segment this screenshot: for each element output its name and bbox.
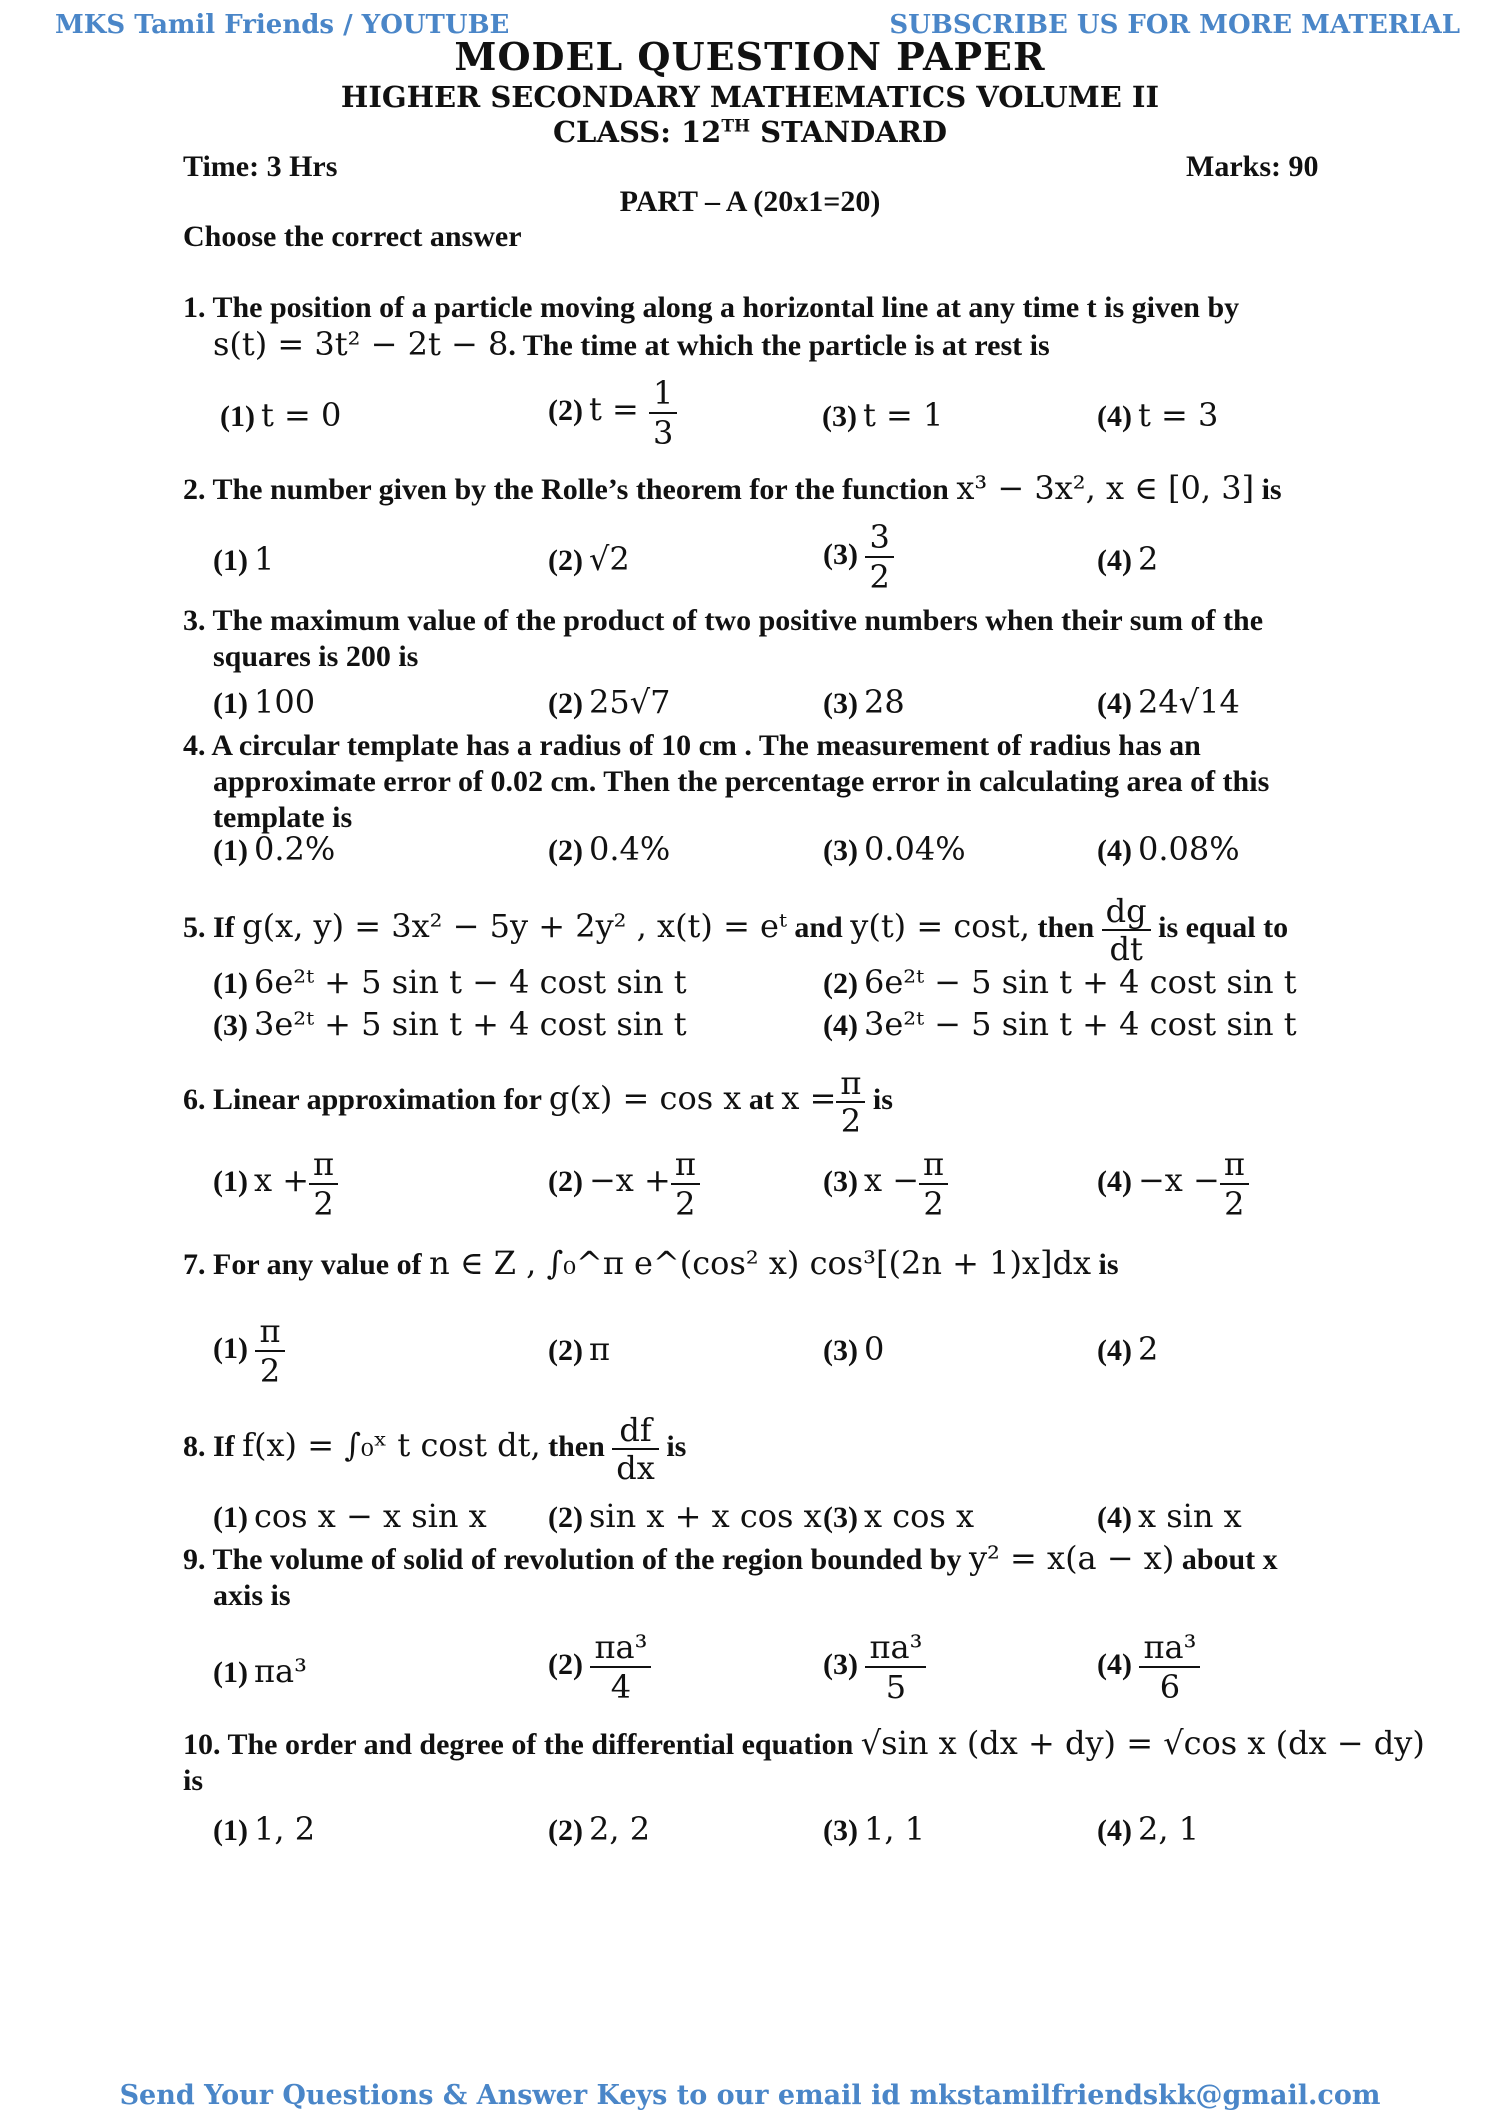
question-5: 5. If g(x, y) = 3x² − 5y + 2y² , x(t) = eᵗ and y(t) = cost, then $\frac{dg}{dt}$ is equal to — [183, 892, 1289, 968]
channel-banner: MKS Tamil Friends / YOUTUBE — [55, 10, 510, 40]
question-3: 3. The maximum value of the product of two positive numbers when their sum of the squares is 200 is — [183, 604, 1264, 673]
question-9: 9. The volume of solid of revolution of the region bounded by y² = x(a − x) about x axis is — [183, 1539, 1278, 1612]
question-1: 1. The position of a particle moving along a horizontal line at any time t is given by s(t) = 3t² − 2t − 8. The time at which the particle is at rest is — [183, 291, 1240, 363]
part-heading: PART – A (20x1=20) — [619, 185, 881, 218]
time-label: Time: 3 Hrs — [183, 150, 338, 183]
question-4: 4. A circular template has a radius of 10 cm . The measurement of radius has an approximate error of 0.02 cm. Then the percentage error in calculating area of this template is — [183, 729, 1270, 834]
question-6: 6. Linear approximation for g(x) = cos x at x = $\frac{\pi}{2}$ is — [183, 1064, 893, 1140]
class-line: CLASS: 12TH STANDARD — [552, 115, 948, 149]
marks-label: Marks: 90 — [1186, 150, 1319, 183]
instruction: Choose the correct answer — [183, 220, 522, 253]
subscribe-banner: SUBSCRIBE US FOR MORE MATERIAL — [889, 10, 1460, 40]
paper-title: MODEL QUESTION PAPER — [454, 34, 1046, 79]
question-8: 8. If f(x) = ∫₀ˣ t cost dt, then $\frac{df}{dx}$ is — [183, 1411, 687, 1487]
question-2: 2. The number given by the Rolle’s theorem for the function x³ − 3x², x ∈ [0, 3] is — [183, 469, 1282, 507]
question-10: 10. The order and degree of the differential equation √sin x (dx + dy) = √cos x (dx − dy) is — [183, 1724, 1425, 1797]
question-7: 7. For any value of n ∈ Z , ∫₀^π e^(cos² x) cos³[(2n + 1)x]dx is — [183, 1244, 1119, 1282]
paper-subtitle: HIGHER SECONDARY MATHEMATICS VOLUME II — [340, 80, 1160, 114]
footer-email-banner: Send Your Questions & Answer Keys to our email id mkstamilfriendskk@gmail.com — [119, 2080, 1381, 2111]
